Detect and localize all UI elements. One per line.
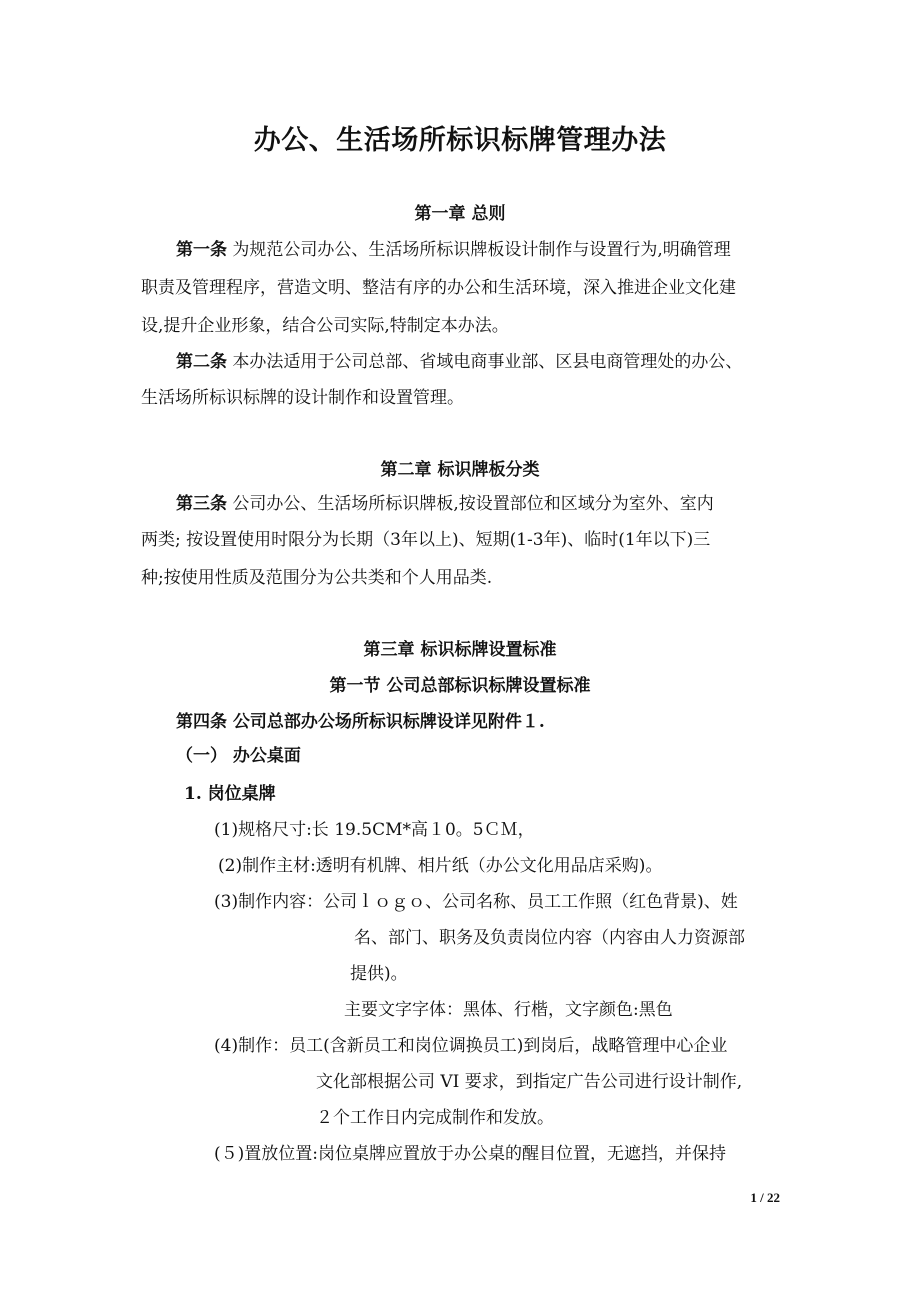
article-1-label: 第一条 — [176, 240, 227, 260]
chapter-2-heading: 第二章 标识牌板分类 — [380, 460, 540, 480]
article-1-line-3: 设,提升企业形象，结合公司实际,特制定本办法。 — [141, 316, 509, 336]
document-title: 办公、生活场所标识标牌管理办法 — [253, 125, 667, 156]
spec-4-production-line-3: ２个工作日内完成制作和发放。 — [316, 1108, 554, 1128]
section-1-heading: 第一节 公司总部标识标牌设置标准 — [329, 676, 591, 696]
item-position-desk-sign: 1. 岗位桌牌 — [184, 784, 276, 804]
article-4: 第四条 公司总部办公场所标识标牌设详见附件１. — [176, 712, 545, 732]
spec-3-content-line-2: 名、部门、职务及负责岗位内容（内容由人力资源部 — [354, 928, 745, 948]
spec-2-material: (2)制作主材:透明有机牌、相片纸（办公文化用品店采购)。 — [218, 856, 663, 876]
article-2-label: 第二条 — [176, 352, 227, 372]
spec-4-production-line-1: (4)制作：员工(含新员工和岗位调换员工)到岗后，战略管理中心企业 — [214, 1036, 728, 1056]
article-1-line-2: 职责及管理程序，营造文明、整洁有序的办公和生活环境，深入推进企业文化建 — [141, 278, 736, 298]
spec-1-size: (1)规格尺寸:长 19.5CM*高１0。5ＣＭ， — [214, 820, 535, 840]
chapter-1-heading: 第一章 总则 — [414, 204, 506, 224]
article-2-line-2: 生活场所标识标牌的设计制作和设置管理。 — [141, 388, 464, 408]
article-3-line-3: 种;按使用性质及范围分为公共类和个人用品类. — [141, 568, 493, 588]
article-3-text-1: 公司办公、生活场所标识牌板,按设置部位和区域分为室外、室内 — [227, 494, 714, 514]
article-3-label: 第三条 — [176, 494, 227, 514]
article-1-text-1: 为规范公司办公、生活场所标识牌板设计制作与设置行为,明确管理 — [227, 240, 731, 260]
article-2-text-1: 本办法适用于公司总部、省域电商事业部、区县电商管理处的办公、 — [227, 352, 743, 372]
article-1-line-1 — [176, 238, 731, 262]
spec-4-production-line-2: 文化部根据公司 VI 要求，到指定广告公司进行设计制作, — [316, 1072, 743, 1092]
spec-3-content-line-1: (3)制作内容：公司ｌｏｇｏ、公司名称、员工工作照（红色背景)、姓 — [214, 892, 738, 912]
article-2-line-1 — [176, 350, 742, 374]
article-3-line-2: 两类; 按设置使用时限分为长期（3年以上)、短期(1-3年)、临时(1年以下)三 — [141, 530, 711, 550]
spec-5-placement-line-1: (５)置放位置:岗位桌牌应置放于办公桌的醒目位置，无遮挡，并保持 — [214, 1144, 726, 1164]
spec-3-content-line-3: 提供)。 — [350, 964, 408, 984]
article-3-line-1 — [176, 492, 714, 516]
subsection-desk: （一） 办公桌面 — [176, 746, 301, 766]
page-number: 1 / 22 — [750, 1190, 780, 1205]
spec-3-font-line: 主要文字字体：黑体、行楷，文字颜色:黑色 — [344, 1000, 673, 1020]
chapter-3-heading: 第三章 标识标牌设置标准 — [363, 640, 557, 660]
